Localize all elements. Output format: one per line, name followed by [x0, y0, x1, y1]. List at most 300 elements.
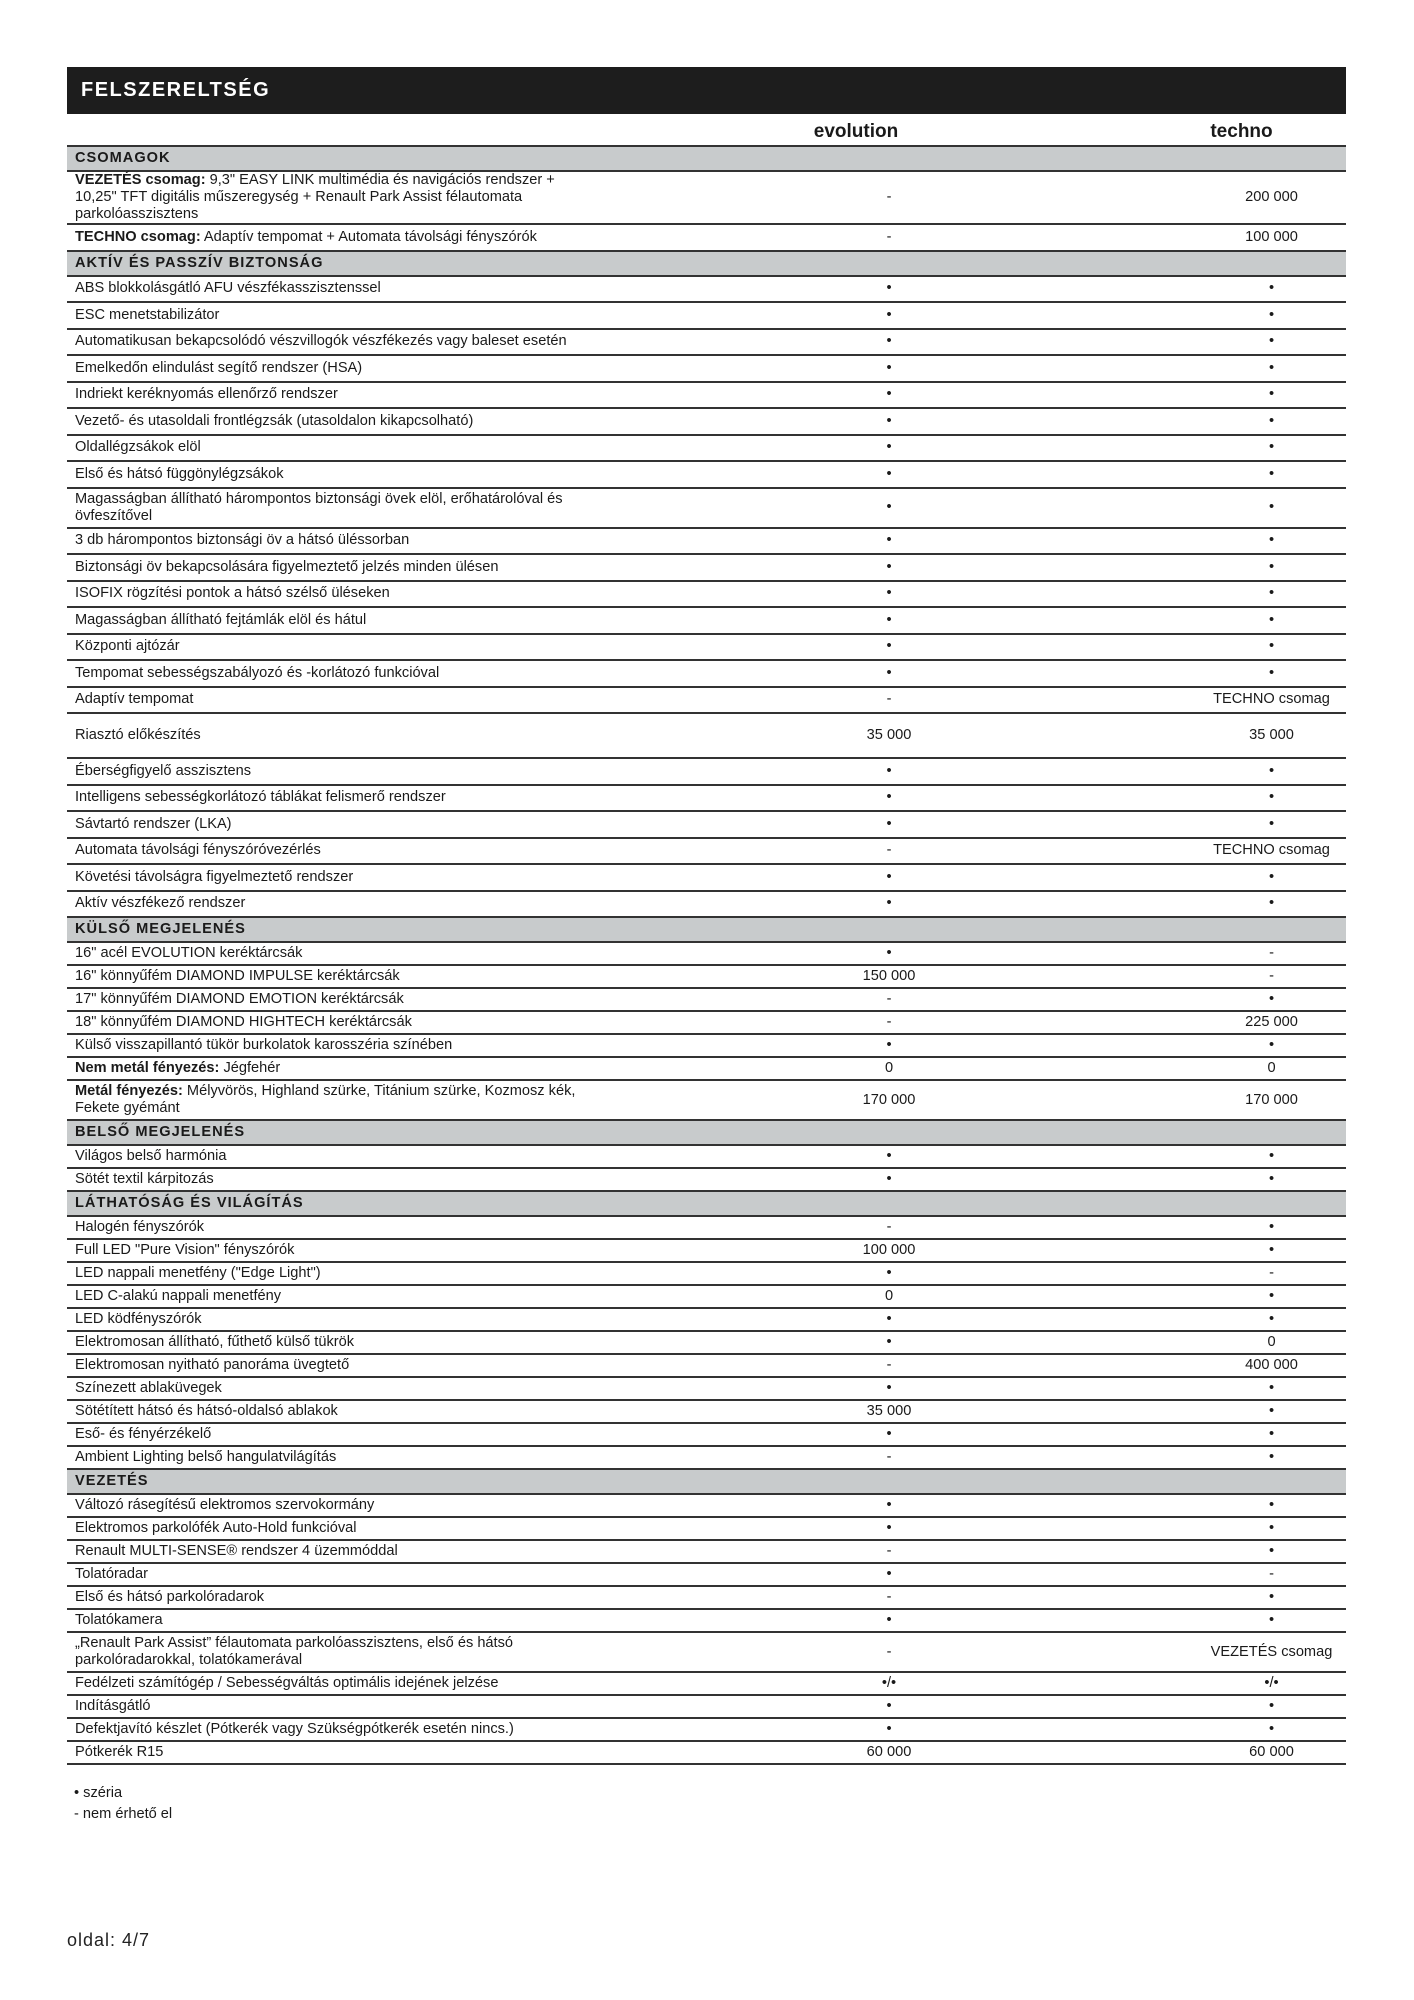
feature-label-text: Intelligens sebességkorlátozó táblákat felismerő rendszer — [75, 789, 446, 806]
value-techno: • — [1197, 1034, 1346, 1057]
feature-label-text: Változó rásegítésű elektromos szervokormány — [75, 1497, 375, 1513]
feature-label — [67, 785, 581, 812]
table-row — [67, 942, 1346, 965]
value-evolution: 0 — [581, 1285, 1197, 1308]
feature-label-text: Biztonsági öv bekapcsolására figyelmeztető jelzés minden ülésen — [75, 558, 499, 575]
feature-label-text: Elektromosan nyitható panoráma üvegtető — [75, 1357, 350, 1373]
feature-label — [67, 382, 581, 409]
table-row — [67, 811, 1346, 838]
feature-label-text: Jégfehér — [219, 1060, 281, 1076]
feature-label-text: LED C-alakú nappali menetfény — [75, 1288, 282, 1304]
feature-label — [67, 1586, 581, 1609]
feature-label-text: 18" könnyűfém DIAMOND HIGHTECH keréktárcsák — [75, 1014, 412, 1030]
value-evolution: • — [581, 634, 1197, 661]
value-techno: 100 000 — [1197, 224, 1346, 251]
value-evolution: • — [581, 276, 1197, 303]
value-evolution: • — [581, 528, 1197, 555]
table-row — [67, 1718, 1346, 1741]
table-row — [67, 1632, 1346, 1672]
table-row — [67, 891, 1346, 918]
value-techno: • — [1197, 1718, 1346, 1741]
value-evolution: 60 000 — [581, 1741, 1197, 1764]
table-row — [67, 355, 1346, 382]
feature-label-text: Magasságban állítható fejtámlák elöl és hátul — [75, 611, 367, 628]
feature-label-text: Tempomat sebességszabályozó és -korlátozó funkcióval — [75, 664, 440, 681]
value-techno: • — [1197, 1216, 1346, 1239]
feature-label-text: Követési távolságra figyelmeztető rendszer — [75, 868, 354, 885]
value-techno: 170 000 — [1197, 1080, 1346, 1120]
table-row — [67, 660, 1346, 687]
feature-label — [67, 1239, 581, 1262]
value-evolution: • — [581, 1377, 1197, 1400]
section-title: VEZETÉS — [67, 1469, 1346, 1494]
feature-label-text: LED ködfényszórók — [75, 1311, 202, 1327]
table-row — [67, 1080, 1346, 1120]
feature-label-text: Éberségfigyelő asszisztens — [75, 762, 252, 779]
feature-label-text: Ambient Lighting belső hangulatvilágítás — [75, 1449, 337, 1465]
section-title: AKTÍV ÉS PASSZÍV BIZTONSÁG — [67, 251, 1346, 276]
equipment-page — [67, 67, 1346, 1765]
table-row — [67, 1586, 1346, 1609]
value-evolution: • — [581, 461, 1197, 488]
table-row — [67, 554, 1346, 581]
feature-label — [67, 1262, 581, 1285]
table-row — [67, 1517, 1346, 1540]
feature-label — [67, 634, 581, 661]
table-row — [67, 1308, 1346, 1331]
value-evolution: • — [581, 811, 1197, 838]
feature-label — [67, 965, 581, 988]
value-techno: • — [1197, 1377, 1346, 1400]
feature-label-text: Sötétített hátsó és hátsó-oldalsó ablakok — [75, 1403, 338, 1419]
feature-label — [67, 1034, 581, 1057]
feature-label — [67, 1308, 581, 1331]
feature-label-text: Sávtartó rendszer (LKA) — [75, 815, 232, 832]
feature-label — [67, 1632, 581, 1672]
section-title: KÜLSŐ MEGJELENÉS — [67, 917, 1346, 942]
table-row — [67, 435, 1346, 462]
value-techno: • — [1197, 1517, 1346, 1540]
table-row — [67, 758, 1346, 785]
feature-label — [67, 758, 581, 785]
feature-label — [67, 581, 581, 608]
table-row — [67, 1672, 1346, 1695]
feature-label-text: ESC menetstabilizátor — [75, 306, 220, 323]
feature-label — [67, 1377, 581, 1400]
feature-label-text: Vezető- és utasoldali frontlégzsák (utasoldalon kikapcsolható) — [75, 412, 474, 429]
value-evolution: •/• — [581, 1672, 1197, 1695]
value-evolution: • — [581, 382, 1197, 409]
value-evolution: • — [581, 1308, 1197, 1331]
table-row — [67, 1609, 1346, 1632]
section-header — [67, 251, 1346, 276]
value-techno: 0 — [1197, 1057, 1346, 1080]
value-techno: • — [1197, 355, 1346, 382]
feature-label — [67, 838, 581, 865]
feature-label-text: Központi ajtózár — [75, 638, 180, 655]
value-techno: TECHNO csomag — [1197, 687, 1346, 714]
feature-label — [67, 1145, 581, 1168]
value-techno: • — [1197, 488, 1346, 528]
table-row — [67, 634, 1346, 661]
value-techno: • — [1197, 382, 1346, 409]
value-evolution: • — [581, 1609, 1197, 1632]
feature-label — [67, 276, 581, 303]
value-techno: • — [1197, 758, 1346, 785]
feature-label — [67, 1695, 581, 1718]
feature-label-text: 17" könnyűfém DIAMOND EMOTION keréktárcsák — [75, 991, 404, 1007]
value-techno: • — [1197, 329, 1346, 356]
feature-label-text: Színezett ablaküvegek — [75, 1380, 222, 1396]
feature-label-text: Halogén fényszórók — [75, 1219, 204, 1235]
page-title: FELSZERELTSÉG — [67, 67, 1346, 114]
feature-label-text: Külső visszapillantó tükör burkolatok karosszéria színében — [75, 1037, 453, 1053]
value-techno: - — [1197, 965, 1346, 988]
feature-label-text: Világos belső harmónia — [75, 1148, 227, 1164]
feature-label — [67, 1517, 581, 1540]
feature-label-text: „Renault Park Assist” félautomata parkolóasszisztens, első és hátsó parkolóradarokkal, tolatókamerával — [75, 1635, 514, 1668]
feature-label-text: Defektjavító készlet (Pótkerék vagy Szükségpótkerék esetén nincs.) — [75, 1721, 514, 1737]
feature-label — [67, 1423, 581, 1446]
table-row — [67, 1563, 1346, 1586]
feature-label-text: ABS blokkolásgátló AFU vészfékasszisztenssel — [75, 280, 381, 297]
feature-label-text: Első és hátsó parkolóradarok — [75, 1589, 265, 1605]
value-techno: 0 — [1197, 1331, 1346, 1354]
section-header — [67, 917, 1346, 942]
value-evolution: - — [581, 1216, 1197, 1239]
column-header-techno: techno — [1210, 121, 1273, 142]
feature-label — [67, 408, 581, 435]
feature-label-text: Sötét textil kárpitozás — [75, 1171, 214, 1187]
feature-label — [67, 1400, 581, 1423]
feature-label-text: ISOFIX rögzítési pontok a hátsó szélső üléseken — [75, 585, 390, 602]
table-row — [67, 329, 1346, 356]
table-row — [67, 488, 1346, 528]
table-row — [67, 988, 1346, 1011]
feature-label — [67, 528, 581, 555]
feature-label-text: Elektromos parkolófék Auto-Hold funkcióval — [75, 1520, 357, 1536]
value-techno: TECHNO csomag — [1197, 838, 1346, 865]
value-techno: • — [1197, 1494, 1346, 1517]
feature-label — [67, 1354, 581, 1377]
feature-label-text: Aktív vészfékező rendszer — [75, 895, 246, 912]
value-techno: 225 000 — [1197, 1011, 1346, 1034]
feature-label — [67, 1080, 581, 1120]
equipment-table — [67, 147, 1346, 1765]
feature-label — [67, 224, 581, 251]
value-techno: • — [1197, 891, 1346, 918]
value-evolution: - — [581, 988, 1197, 1011]
table-row — [67, 1354, 1346, 1377]
feature-label-text: Indriekt keréknyomás ellenőrző rendszer — [75, 386, 338, 403]
feature-label-bold: TECHNO csomag: — [75, 228, 201, 245]
table-row — [67, 461, 1346, 488]
value-techno: • — [1197, 528, 1346, 555]
feature-label — [67, 687, 581, 714]
table-row — [67, 1145, 1346, 1168]
value-techno: • — [1197, 607, 1346, 634]
value-evolution: • — [581, 942, 1197, 965]
table-row — [67, 1285, 1346, 1308]
value-techno: • — [1197, 1239, 1346, 1262]
feature-label — [67, 302, 581, 329]
feature-label — [67, 1718, 581, 1741]
feature-label — [67, 1011, 581, 1034]
value-evolution: • — [581, 1145, 1197, 1168]
value-techno: • — [1197, 554, 1346, 581]
value-evolution: • — [581, 1034, 1197, 1057]
feature-label-text: 9,3" EASY LINK multimédia és navigációs rendszer + 10,25" TFT digitális műszeregység + Renault Park Assist félautomata parkolóasszisztens — [75, 172, 555, 222]
value-techno: 400 000 — [1197, 1354, 1346, 1377]
page-number: oldal: 4/7 — [67, 1930, 151, 1950]
table-row — [67, 1239, 1346, 1262]
feature-label — [67, 1741, 581, 1764]
section-header — [67, 147, 1346, 171]
table-row — [67, 1034, 1346, 1057]
table-row — [67, 1423, 1346, 1446]
feature-label-text: Indításgátló — [75, 1698, 151, 1714]
value-evolution: - — [581, 1586, 1197, 1609]
value-evolution: 35 000 — [581, 1400, 1197, 1423]
table-row — [67, 1695, 1346, 1718]
feature-label-text: 16" könnyűfém DIAMOND IMPULSE keréktárcsák — [75, 968, 400, 984]
value-evolution: 0 — [581, 1057, 1197, 1080]
value-techno: • — [1197, 660, 1346, 687]
feature-label — [67, 1057, 581, 1080]
value-evolution: • — [581, 1423, 1197, 1446]
value-evolution: • — [581, 1262, 1197, 1285]
value-evolution: - — [581, 838, 1197, 865]
feature-label — [67, 461, 581, 488]
feature-label-text: 16" acél EVOLUTION keréktárcsák — [75, 945, 303, 961]
feature-label — [67, 1331, 581, 1354]
feature-label-text: Automatikusan bekapcsolódó vészvillogók vészfékezés vagy baleset esetén — [75, 333, 567, 350]
feature-label — [67, 988, 581, 1011]
value-evolution: • — [581, 1718, 1197, 1741]
section-title: BELSŐ MEGJELENÉS — [67, 1120, 1346, 1145]
feature-label — [67, 1672, 581, 1695]
table-row — [67, 382, 1346, 409]
table-row — [67, 171, 1346, 224]
feature-label — [67, 1446, 581, 1469]
value-evolution: • — [581, 1168, 1197, 1191]
feature-label-text: Emelkedőn elindulást segítő rendszer (HSA) — [75, 359, 363, 376]
value-evolution: • — [581, 758, 1197, 785]
table-row — [67, 1741, 1346, 1764]
feature-label — [67, 1168, 581, 1191]
feature-label — [67, 1494, 581, 1517]
value-evolution: - — [581, 1446, 1197, 1469]
table-row — [67, 1168, 1346, 1191]
feature-label — [67, 713, 581, 758]
value-evolution: • — [581, 660, 1197, 687]
table-row — [67, 1331, 1346, 1354]
value-evolution: • — [581, 785, 1197, 812]
value-techno: • — [1197, 461, 1346, 488]
value-evolution: - — [581, 171, 1197, 224]
feature-label — [67, 488, 581, 528]
value-evolution: • — [581, 435, 1197, 462]
value-techno: • — [1197, 988, 1346, 1011]
value-evolution: • — [581, 1695, 1197, 1718]
table-row — [67, 785, 1346, 812]
value-techno: • — [1197, 811, 1346, 838]
feature-label-text: Automata távolsági fényszóróvezérlés — [75, 842, 321, 859]
value-evolution: • — [581, 1563, 1197, 1586]
feature-label — [67, 607, 581, 634]
value-evolution: • — [581, 329, 1197, 356]
value-techno: • — [1197, 1695, 1346, 1718]
value-techno: • — [1197, 1609, 1346, 1632]
value-techno: • — [1197, 864, 1346, 891]
table-row — [67, 302, 1346, 329]
feature-label-bold: Metál fényezés: — [75, 1083, 183, 1099]
feature-label-text: Tolatókamera — [75, 1612, 163, 1628]
value-techno: - — [1197, 942, 1346, 965]
feature-label-text: Riasztó előkészítés — [75, 727, 201, 743]
column-header-row — [67, 114, 1346, 147]
value-evolution: 150 000 — [581, 965, 1197, 988]
value-evolution: • — [581, 488, 1197, 528]
table-row — [67, 1262, 1346, 1285]
value-evolution: • — [581, 864, 1197, 891]
value-evolution: • — [581, 1517, 1197, 1540]
value-evolution: • — [581, 302, 1197, 329]
value-techno: 200 000 — [1197, 171, 1346, 224]
feature-label-text: Fedélzeti számítógép / Sebességváltás optimális idejének jelzése — [75, 1675, 499, 1691]
feature-label — [67, 1540, 581, 1563]
table-row — [67, 864, 1346, 891]
table-row — [67, 965, 1346, 988]
legend-series: • széria — [74, 1785, 123, 1801]
feature-label — [67, 1216, 581, 1239]
value-evolution: - — [581, 1354, 1197, 1377]
value-techno: 35 000 — [1197, 713, 1346, 758]
feature-label-bold: Nem metál fényezés: — [75, 1060, 220, 1076]
feature-label-text: 3 db hárompontos biztonsági öv a hátsó üléssorban — [75, 532, 410, 549]
table-row — [67, 1216, 1346, 1239]
value-evolution: • — [581, 607, 1197, 634]
section-title: CSOMAGOK — [67, 147, 1346, 171]
value-evolution: - — [581, 687, 1197, 714]
value-evolution: • — [581, 1494, 1197, 1517]
table-row — [67, 607, 1346, 634]
value-techno: • — [1197, 785, 1346, 812]
table-row — [67, 224, 1346, 251]
table-row — [67, 687, 1346, 714]
value-techno: • — [1197, 581, 1346, 608]
feature-label-text: Mélyvörös, Highland szürke, Titánium szürke, Kozmosz kék, Fekete gyémánt — [75, 1083, 576, 1116]
feature-label — [67, 1563, 581, 1586]
feature-label — [67, 171, 581, 224]
feature-label-text: Renault MULTI-SENSE® rendszer 4 üzemmóddal — [75, 1543, 398, 1559]
feature-label-text: Tolatóradar — [75, 1566, 149, 1582]
feature-label — [67, 811, 581, 838]
value-techno: 60 000 — [1197, 1741, 1346, 1764]
feature-label — [67, 1609, 581, 1632]
value-evolution: 35 000 — [581, 713, 1197, 758]
feature-label — [67, 435, 581, 462]
feature-label-text: Adaptív tempomat — [75, 691, 194, 708]
value-techno: • — [1197, 408, 1346, 435]
value-evolution: - — [581, 224, 1197, 251]
table-row — [67, 528, 1346, 555]
feature-label-text: Oldallégzsákok elöl — [75, 439, 201, 456]
feature-label-text: Elektromosan állítható, fűthető külső tükrök — [75, 1334, 355, 1350]
feature-label-text: LED nappali menetfény ("Edge Light") — [75, 1265, 321, 1281]
feature-label-text: Eső- és fényérzékelő — [75, 1426, 212, 1442]
feature-label — [67, 891, 581, 918]
table-row — [67, 581, 1346, 608]
value-techno: - — [1197, 1262, 1346, 1285]
feature-label-text: Full LED "Pure Vision" fényszórók — [75, 1242, 295, 1258]
feature-label — [67, 554, 581, 581]
feature-label — [67, 942, 581, 965]
value-techno: • — [1197, 1285, 1346, 1308]
value-techno: • — [1197, 1540, 1346, 1563]
value-evolution: • — [581, 1331, 1197, 1354]
value-techno: • — [1197, 1586, 1346, 1609]
table-row — [67, 1494, 1346, 1517]
feature-label — [67, 329, 581, 356]
value-evolution: • — [581, 355, 1197, 382]
value-techno: •/• — [1197, 1672, 1346, 1695]
value-techno: • — [1197, 1400, 1346, 1423]
value-evolution: - — [581, 1011, 1197, 1034]
value-techno: • — [1197, 1168, 1346, 1191]
feature-label — [67, 660, 581, 687]
table-row — [67, 1540, 1346, 1563]
table-row — [67, 713, 1346, 758]
value-evolution: • — [581, 408, 1197, 435]
section-header — [67, 1191, 1346, 1216]
section-title: LÁTHATÓSÁG ÉS VILÁGÍTÁS — [67, 1191, 1346, 1216]
legend-unavailable: - nem érhető el — [74, 1806, 173, 1822]
section-header — [67, 1469, 1346, 1494]
value-evolution: • — [581, 891, 1197, 918]
legend — [74, 1783, 172, 1825]
feature-label-bold: VEZETÉS csomag: — [75, 172, 206, 188]
column-header-evolution: evolution — [813, 121, 899, 142]
section-header — [67, 1120, 1346, 1145]
value-techno: VEZETÉS csomag — [1197, 1632, 1346, 1672]
value-techno: • — [1197, 276, 1346, 303]
feature-label-text: Pótkerék R15 — [75, 1744, 164, 1760]
value-evolution: • — [581, 581, 1197, 608]
feature-label-text: Első és hátsó függönylégzsákok — [75, 465, 284, 482]
value-techno: • — [1197, 1145, 1346, 1168]
table-row — [67, 1011, 1346, 1034]
table-row — [67, 1377, 1346, 1400]
value-evolution: 170 000 — [581, 1080, 1197, 1120]
value-evolution: - — [581, 1540, 1197, 1563]
value-evolution: 100 000 — [581, 1239, 1197, 1262]
table-row — [67, 408, 1346, 435]
feature-label — [67, 355, 581, 382]
value-evolution: - — [581, 1632, 1197, 1672]
value-techno: • — [1197, 435, 1346, 462]
value-techno: • — [1197, 1423, 1346, 1446]
value-techno: • — [1197, 1308, 1346, 1331]
table-row — [67, 1446, 1346, 1469]
feature-label-text: Adaptív tempomat + Automata távolsági fényszórók — [200, 228, 537, 245]
value-techno: • — [1197, 634, 1346, 661]
table-row — [67, 276, 1346, 303]
value-techno: • — [1197, 302, 1346, 329]
feature-label-text: Magasságban állítható hárompontos biztonsági övek elöl, erőhatárolóval és övfeszítővel — [75, 490, 563, 524]
value-techno: - — [1197, 1563, 1346, 1586]
feature-label — [67, 864, 581, 891]
